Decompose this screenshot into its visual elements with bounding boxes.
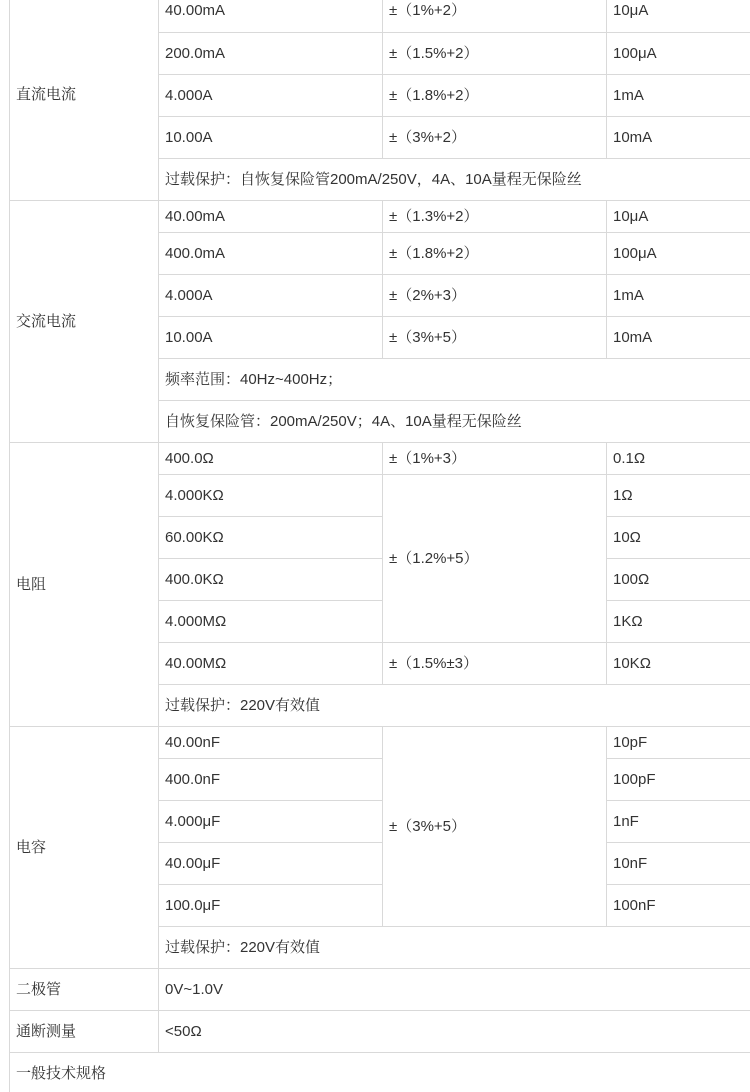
table-row	[10, 1011, 750, 1053]
resolution-cell: 1nF	[607, 801, 750, 843]
range-cell: 10.00A	[159, 117, 383, 159]
category-cell: 二极管	[10, 969, 159, 1011]
range-cell: 400.0KΩ	[159, 559, 383, 601]
range-cell: 40.00mA	[159, 0, 383, 33]
range-cell: 4.000KΩ	[159, 475, 383, 517]
resolution-cell: 1KΩ	[607, 601, 750, 643]
range-cell: 40.00MΩ	[159, 643, 383, 685]
range-cell: 60.00KΩ	[159, 517, 383, 559]
range-cell: 400.0nF	[159, 759, 383, 801]
section-heading-cell: 一般技术规格	[10, 1053, 750, 1092]
resolution-cell: 100nF	[607, 885, 750, 927]
value-cell: 0V~1.0V	[159, 969, 750, 1011]
resolution-cell: 1mA	[607, 275, 750, 317]
range-cell: 40.00mA	[159, 201, 383, 233]
range-cell: 40.00μF	[159, 843, 383, 885]
resolution-cell: 10μA	[607, 0, 750, 33]
resolution-cell: 10KΩ	[607, 643, 750, 685]
accuracy-cell: ±（1.5%+2）	[383, 33, 607, 75]
range-cell: 400.0mA	[159, 233, 383, 275]
resolution-cell: 10mA	[607, 117, 750, 159]
range-cell: 10.00A	[159, 317, 383, 359]
category-cell: 电阻	[10, 443, 159, 727]
accuracy-cell: ±（1.5%±3）	[383, 643, 607, 685]
accuracy-cell: ±（3%+5）	[383, 727, 607, 927]
accuracy-cell: ±（1.8%+2）	[383, 233, 607, 275]
table-row	[10, 201, 750, 233]
note-cell: 自恢复保险管：200mA/250V；4A、10A量程无保险丝	[159, 401, 750, 443]
category-cell: 交流电流	[10, 201, 159, 443]
resolution-cell: 0.1Ω	[607, 443, 750, 475]
resolution-cell: 1Ω	[607, 475, 750, 517]
resolution-cell: 100Ω	[607, 559, 750, 601]
note-cell: 频率范围：40Hz~400Hz；	[159, 359, 750, 401]
resolution-cell: 1mA	[607, 75, 750, 117]
resolution-cell: 100μA	[607, 233, 750, 275]
resolution-cell: 10pF	[607, 727, 750, 759]
accuracy-cell: ±（1.2%+5）	[383, 475, 607, 643]
accuracy-cell: ±（3%+2）	[383, 117, 607, 159]
range-cell: 4.000μF	[159, 801, 383, 843]
table-row	[10, 1053, 750, 1092]
accuracy-cell: ±（1.3%+2）	[383, 201, 607, 233]
range-cell: 400.0Ω	[159, 443, 383, 475]
category-cell: 电容	[10, 727, 159, 969]
range-cell: 40.00nF	[159, 727, 383, 759]
category-cell: 直流电流	[10, 0, 159, 201]
resolution-cell: 10Ω	[607, 517, 750, 559]
note-cell: 过载保护：220V有效值	[159, 685, 750, 727]
range-cell: 4.000MΩ	[159, 601, 383, 643]
spec-table	[9, 0, 750, 1092]
range-cell: 4.000A	[159, 75, 383, 117]
table-row	[10, 443, 750, 475]
accuracy-cell: ±（1.8%+2）	[383, 75, 607, 117]
resolution-cell: 100pF	[607, 759, 750, 801]
value-cell: <50Ω	[159, 1011, 750, 1053]
accuracy-cell: ±（1%+2）	[383, 0, 607, 33]
table-row	[10, 969, 750, 1011]
resolution-cell: 10mA	[607, 317, 750, 359]
table-row	[10, 0, 750, 33]
accuracy-cell: ±（2%+3）	[383, 275, 607, 317]
range-cell: 200.0mA	[159, 33, 383, 75]
range-cell: 100.0μF	[159, 885, 383, 927]
resolution-cell: 100μA	[607, 33, 750, 75]
resolution-cell: 10μA	[607, 201, 750, 233]
table-row	[10, 727, 750, 759]
category-cell: 通断测量	[10, 1011, 159, 1053]
range-cell: 4.000A	[159, 275, 383, 317]
accuracy-cell: ±（3%+5）	[383, 317, 607, 359]
note-cell: 过载保护：220V有效值	[159, 927, 750, 969]
note-cell: 过载保护：自恢复保险管200mA/250V，4A、10A量程无保险丝	[159, 159, 750, 201]
accuracy-cell: ±（1%+3）	[383, 443, 607, 475]
resolution-cell: 10nF	[607, 843, 750, 885]
